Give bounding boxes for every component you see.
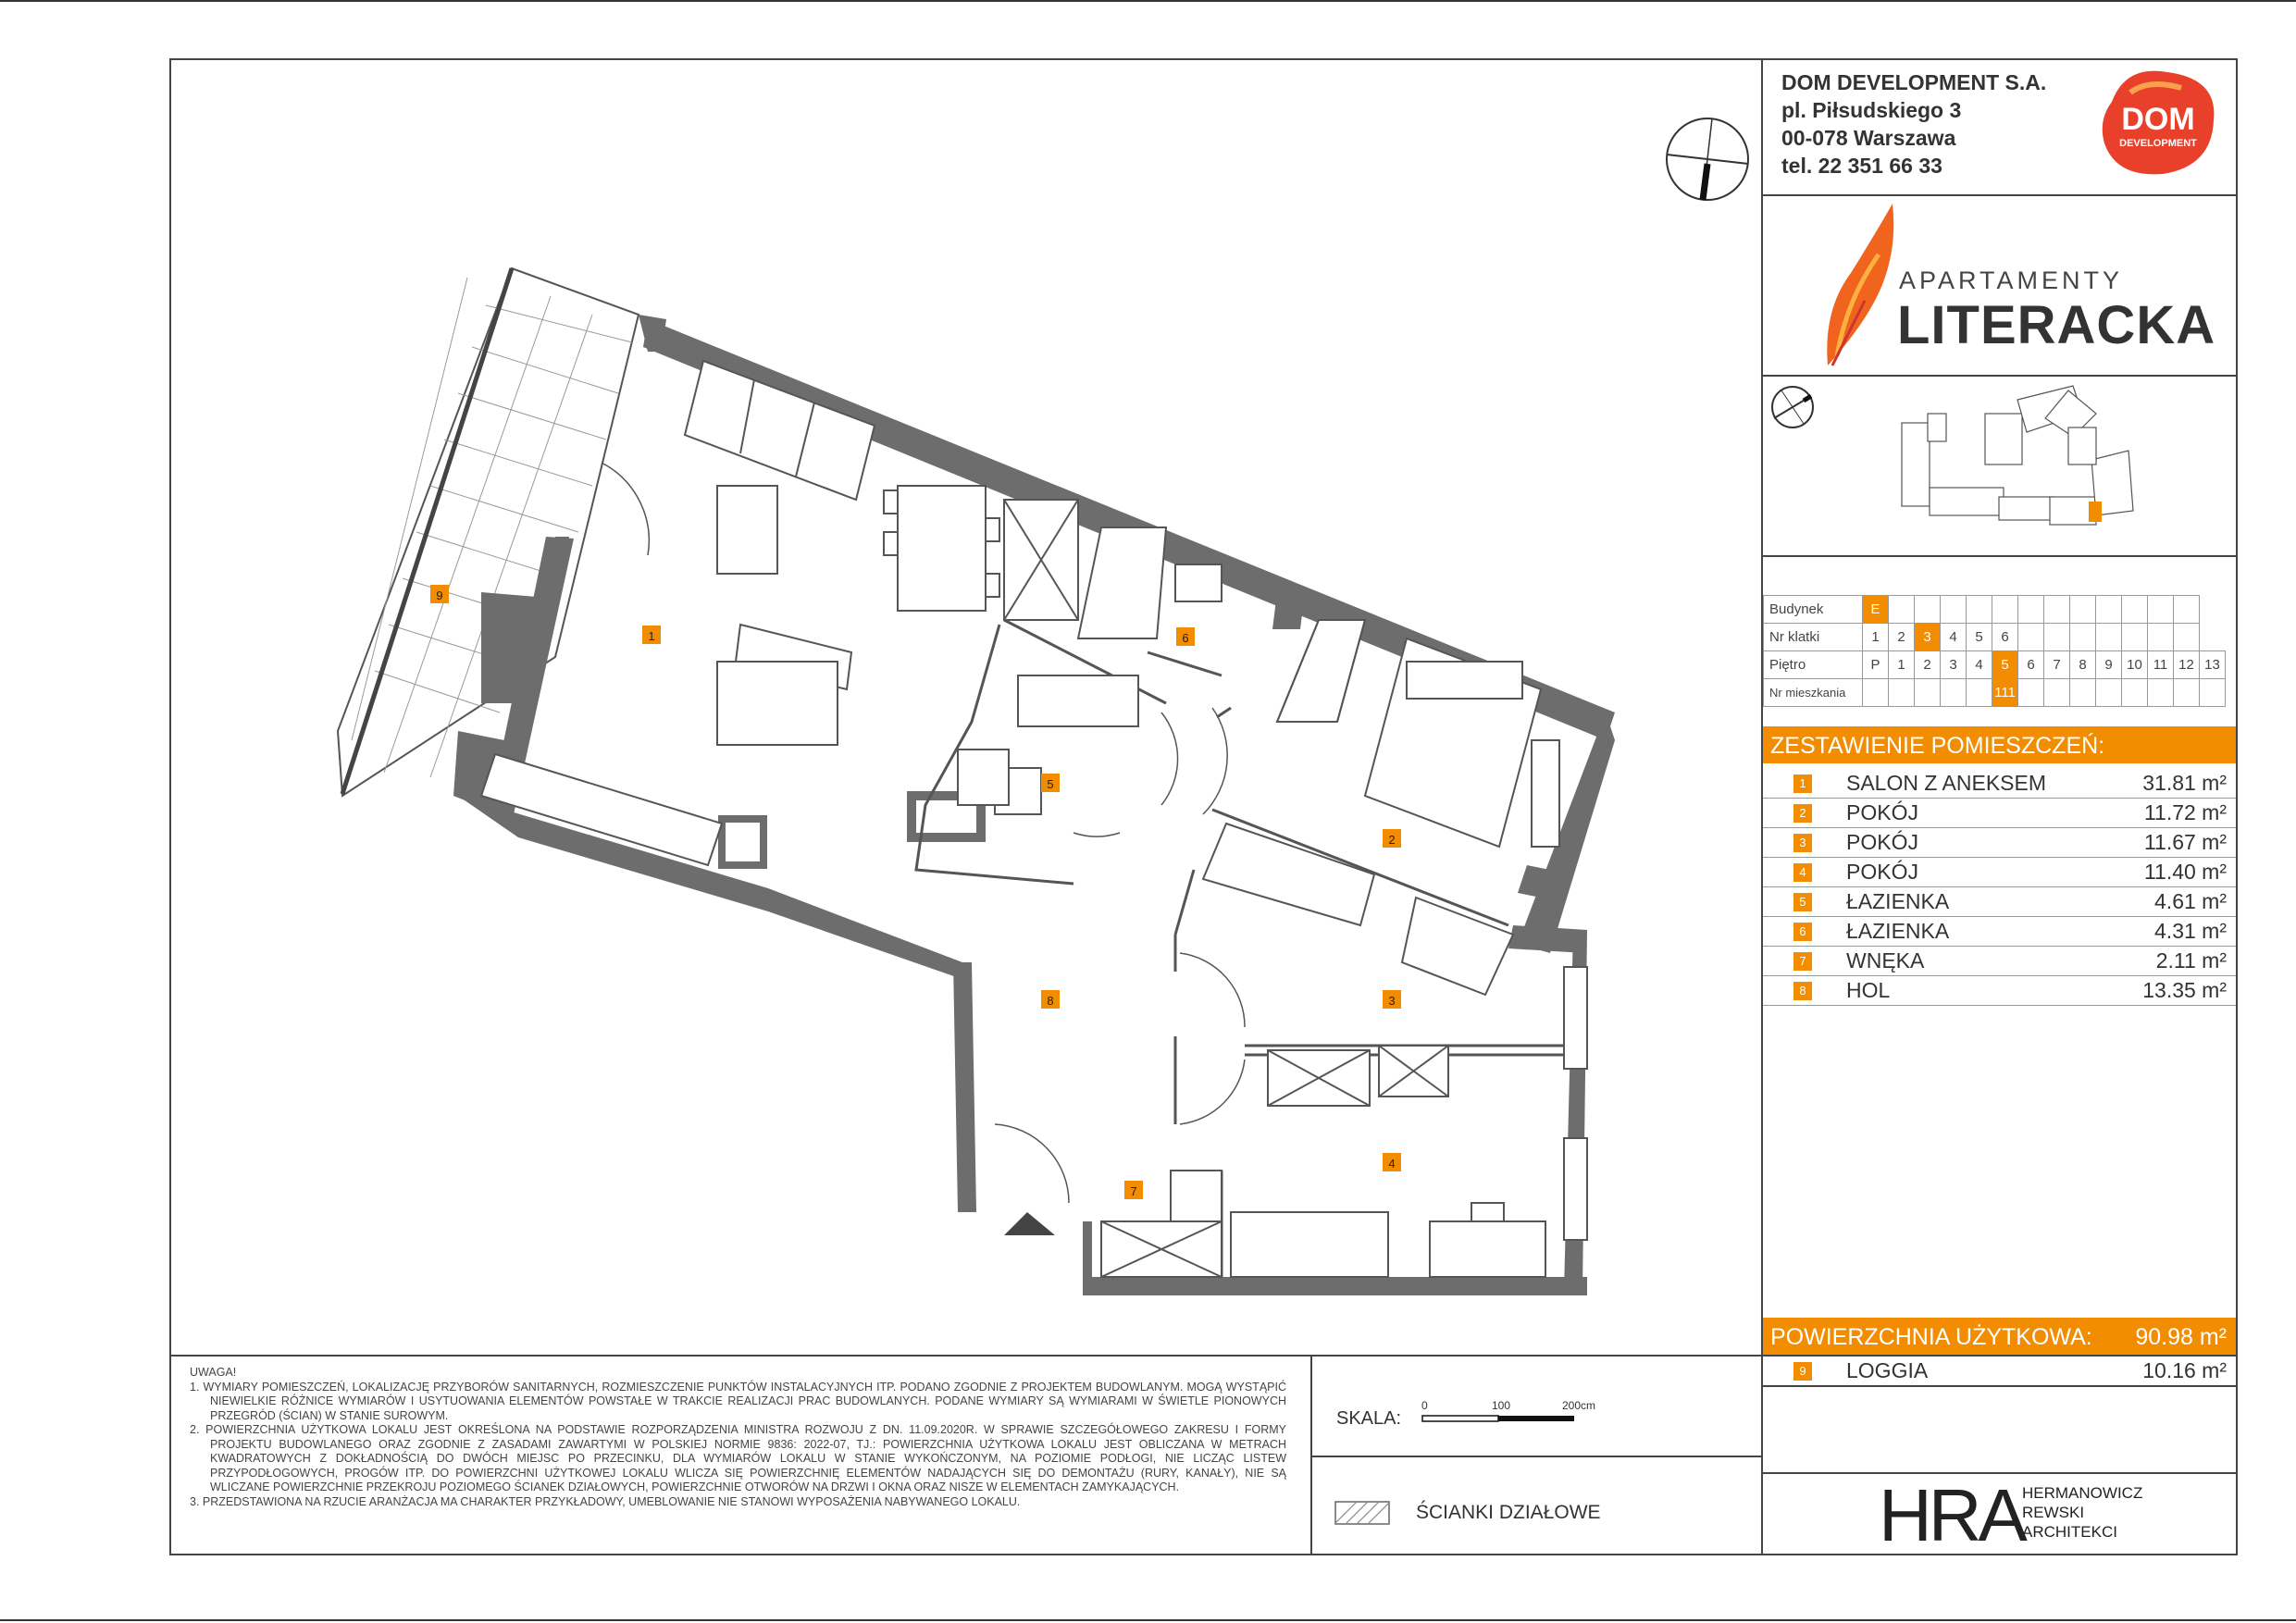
architect-line2: REWSKI	[2022, 1504, 2085, 1521]
floor-cell: 4	[1967, 651, 1992, 679]
floor-cell: 2	[1915, 651, 1941, 679]
plan-label-4: 4	[1388, 1157, 1396, 1171]
dom-development-logo	[2093, 65, 2223, 180]
compass-small-icon	[1772, 387, 1813, 427]
total-label: POWIERZCHNIA UŻYTKOWA:	[1770, 1324, 2092, 1350]
company-name: DOM DEVELOPMENT S.A.	[1781, 70, 2047, 94]
key-plan	[1763, 377, 2236, 554]
architect-logo: HRA	[1879, 1474, 2024, 1556]
room-area: 31.81 m²	[2142, 771, 2227, 795]
hatch-legend-label: ŚCIANKI DZIAŁOWE	[1416, 1502, 1601, 1523]
plan-label-9: 9	[436, 588, 443, 602]
room-area: 4.31 m²	[2154, 919, 2227, 943]
loggia-name: LOGGIA	[1846, 1358, 1929, 1382]
room-name: ŁAZIENKA	[1846, 889, 1950, 913]
key-plan-highlight	[2089, 502, 2102, 522]
entrance-arrow-icon	[1004, 1212, 1055, 1235]
room-row	[1763, 799, 2236, 828]
architect-line1: HERMANOWICZ	[2022, 1484, 2143, 1502]
bottom-rule	[0, 1619, 2296, 1621]
room-number: 1	[1793, 774, 1812, 793]
room-area: 11.67 m²	[2143, 830, 2227, 854]
room-name: ŁAZIENKA	[1846, 919, 1950, 943]
architect-name	[2022, 1483, 2142, 1542]
stair-cell: 2	[1889, 624, 1915, 651]
building-row	[1764, 596, 2226, 624]
floor-cell: 9	[2096, 651, 2122, 679]
plan-label-5: 5	[1047, 777, 1054, 791]
room-name: POKÓJ	[1846, 830, 1918, 854]
room-row	[1763, 769, 2236, 799]
logo-dom: DOM	[2121, 102, 2195, 137]
floor-cell: 6	[2018, 651, 2044, 679]
divider-keyplan	[1761, 555, 2238, 557]
room-row	[1763, 976, 2236, 1006]
room-name: WNĘKA	[1846, 948, 1925, 973]
location-table	[1763, 595, 2226, 707]
scale-tick-0: 0	[1421, 1399, 1428, 1412]
floor-label: Piętro	[1764, 651, 1863, 679]
building-label: Budynek	[1764, 596, 1863, 624]
apartment-label: Nr mieszkania	[1764, 679, 1863, 707]
plan-label-2: 2	[1388, 833, 1396, 847]
loggia-number: 9	[1793, 1362, 1812, 1381]
floor-cell: 11	[2148, 651, 2174, 679]
apartment-row	[1764, 679, 2226, 707]
notes-title: UWAGA!	[190, 1366, 237, 1379]
plan-label-1: 1	[648, 629, 655, 643]
project-subtitle: APARTAMENTY	[1899, 266, 2124, 294]
note-item: 2. POWIERZCHNIA UŻYTKOWA LOKALU JEST OKREŚLONA NA PODSTAWIE ROZPORZĄDZENIA MINISTRA ROZWOJU Z DN. 11.09.2020R. W SPRAWIE SZCZEGÓŁOWEGO ZAKRESU I FORMY PROJEKTU BUDOWLANEGO ORAZ ZGODNIE Z ZASADAMI ZAWARTYMI W POLSKIEJ NORMIE 9836: 2022-07, TJ.: POWIERZCHNIA UŻYTKOWA LOKALU JEST OBLICZANA W METRACH KWADRATOWYCH Z DOKŁADNOŚCIĄ DO DWÓCH MIEJSC PO PRZECINKU, DLA WYMIARÓW LOKALU W STANIE WYKOŃCZONYM, NA POZIOMIE PODŁOGI, NIE LICZĄC LISTEW PRZYPODŁOGOWYCH, PROGÓW ITP. DO POWIERZCHNI UŻYTKOWEJ LOKALU WLICZA SIĘ POWIERZCHNIĘ ELEMENTÓW NADAJĄCYCH SIĘ DO DEMONTAŻU (RURY, KANAŁY), NIE SĄ WLICZANE POWIERZCHNIE PRZEKROJU POZIOMEGO ŚCIANEK DZIAŁOWYCH, POWIERZCHNIE OTWORÓW NA DRZWI I OKNA ORAZ NISZE W ELEMENTACH ZAMYKAJĄCYCH.	[190, 1423, 1286, 1493]
plan-label-7: 7	[1130, 1184, 1137, 1198]
floor-cell: P	[1863, 651, 1889, 679]
room-name: HOL	[1846, 978, 1891, 1002]
room-row	[1763, 828, 2236, 858]
scale-tick-100: 100	[1492, 1399, 1511, 1412]
room-number: 5	[1793, 893, 1812, 911]
room-number: 2	[1793, 804, 1812, 823]
floor-plan	[171, 60, 1759, 1353]
room-area: 4.61 m²	[2154, 889, 2227, 913]
company-address2: 00-078 Warszawa	[1781, 126, 1956, 150]
loggia-area	[338, 268, 639, 796]
hatch-legend-icon	[1334, 1501, 1390, 1525]
architect-line3: ARCHITEKCI	[2022, 1523, 2117, 1541]
room-number: 8	[1793, 982, 1812, 1000]
loggia-area: 10.16 m²	[2142, 1358, 2227, 1382]
stair-cell-selected: 3	[1915, 624, 1941, 651]
note-item: 1. WYMIARY POMIESZCZEŃ, LOKALIZACJĘ PRZYBORÓW SANITARNYCH, ROZMIESZCZENIE PUNKTÓW INSTALACYJNYCH ITP. PODANO ZGODNIE Z PROJEKTEM BUDOWLANYM. MOGĄ WYSTĄPIĆ NIEWIELKIE RÓŻNICE WYMIARÓW I USYTUOWANIA ELEMENTÓW POWSTAŁE W TRAKCIE REALIZACJI PRAC BUDOWLANYCH. PODANE WYMIARY SĄ WYMIARAMI W ŚWIETLE PIONOWYCH PRZEGRÓD (ŚCIAN) W STANIE SUROWYM.	[190, 1380, 1286, 1422]
floor-cell: 12	[2174, 651, 2200, 679]
floor-row	[1764, 651, 2226, 679]
logo-development: DEVELOPMENT	[2119, 138, 2197, 149]
divider-header	[1761, 194, 2238, 196]
scale-label: SKALA:	[1336, 1408, 1402, 1429]
room-number: 6	[1793, 923, 1812, 941]
plan-label-8: 8	[1047, 994, 1054, 1008]
floor-cell: 8	[2070, 651, 2096, 679]
floor-cell: 1	[1889, 651, 1915, 679]
company-info	[1781, 68, 2046, 180]
scale-tick-200: 200cm	[1562, 1399, 1596, 1412]
floor-cell-selected: 5	[1992, 651, 2018, 679]
project-title: LITERACKA	[1897, 295, 2216, 355]
company-address1: pl. Piłsudskiego 3	[1781, 98, 1962, 122]
floor-cell: 3	[1941, 651, 1967, 679]
room-row	[1763, 858, 2236, 887]
floor-cell: 13	[2200, 651, 2226, 679]
stair-cell: 5	[1967, 624, 1992, 651]
room-area: 11.72 m²	[2143, 800, 2227, 824]
floor-cell: 7	[2044, 651, 2070, 679]
stair-cell: 4	[1941, 624, 1967, 651]
stair-cell: 6	[1992, 624, 2018, 651]
plan-label-3: 3	[1388, 994, 1396, 1008]
room-number: 7	[1793, 952, 1812, 971]
room-name: POKÓJ	[1846, 860, 1918, 884]
scale-bar	[1416, 1397, 1620, 1434]
total-value: 90.98 m²	[2135, 1324, 2227, 1350]
room-number: 4	[1793, 863, 1812, 882]
room-row	[1763, 887, 2236, 917]
divider-scale	[1310, 1456, 1763, 1457]
room-area: 11.40 m²	[2143, 860, 2227, 884]
notes	[190, 1366, 1286, 1509]
company-phone: tel. 22 351 66 33	[1781, 154, 1942, 178]
stair-label: Nr klatki	[1764, 624, 1863, 651]
building-value: E	[1863, 596, 1889, 624]
room-row	[1763, 947, 2236, 976]
loggia-row	[1763, 1357, 2236, 1386]
rooms-title: ZESTAWIENIE POMIESZCZEŃ:	[1763, 726, 2236, 763]
room-name: POKÓJ	[1846, 800, 1918, 824]
room-area: 13.35 m²	[2142, 978, 2227, 1002]
stair-row	[1764, 624, 2226, 651]
stair-cell: 1	[1863, 624, 1889, 651]
room-area: 2.11 m²	[2155, 948, 2227, 973]
total-area-bar	[1763, 1318, 2236, 1355]
plan-label-6: 6	[1182, 631, 1189, 645]
top-rule	[0, 0, 2296, 2]
room-number: 3	[1793, 834, 1812, 852]
room-name: SALON Z ANEKSEM	[1846, 771, 2047, 795]
apartment-value: 111	[1992, 679, 2018, 707]
room-row	[1763, 917, 2236, 947]
note-item: 3. PRZEDSTAWIONA NA RZUCIE ARANŻACJA MA CHARAKTER PRZYKŁADOWY, UMEBLOWANIE NIE STANOWI WYPOSAŻENIA NABYWANEGO LOKALU.	[190, 1494, 1021, 1508]
floor-cell: 10	[2122, 651, 2148, 679]
divider-footer	[169, 1355, 1763, 1357]
